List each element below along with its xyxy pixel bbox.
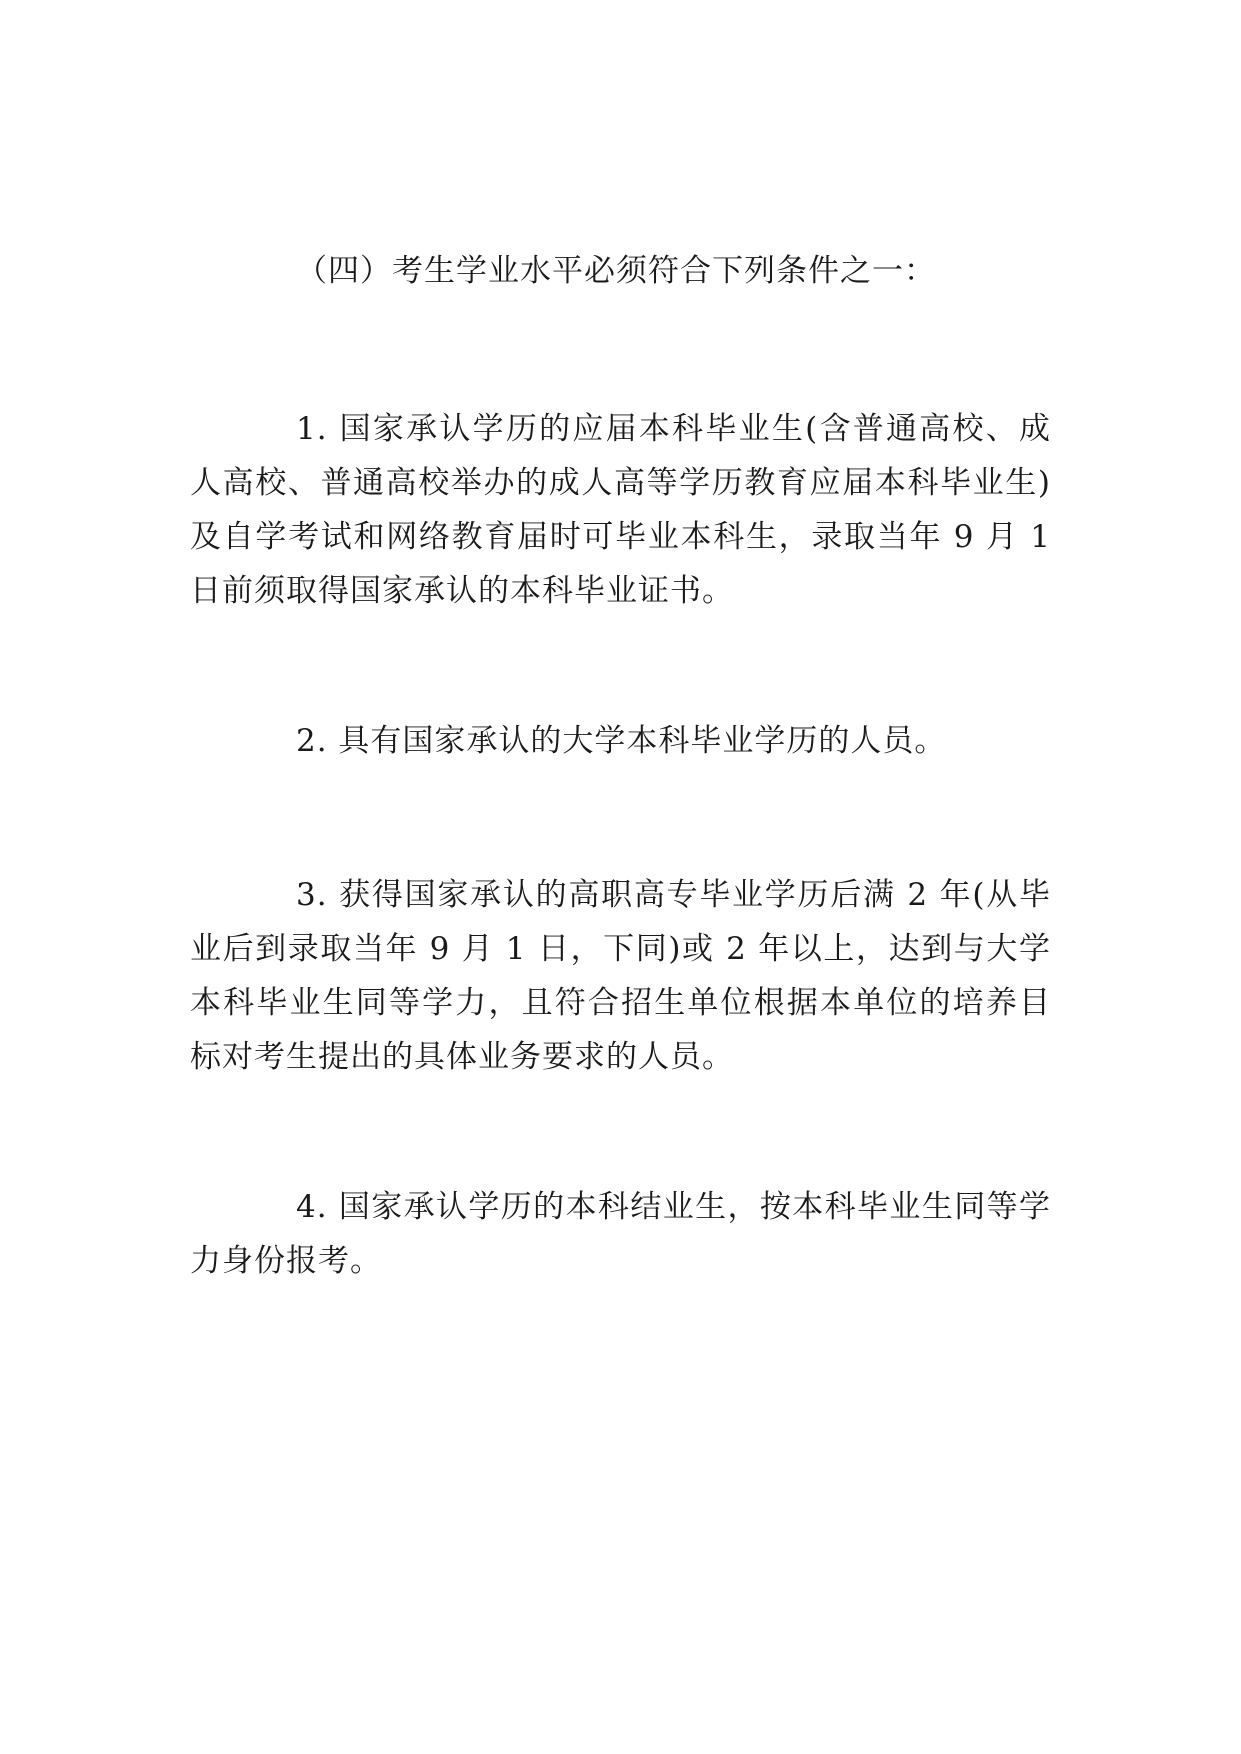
item-2-line-1: 2. 具有国家承认的大学本科毕业学历的人员。 [296,723,947,759]
item-3-line-4: 标对考生提出的具体业务要求的人员。 [190,1039,734,1075]
item-4-line-2: 力身份报考。 [190,1243,382,1279]
section-heading: （四）考生学业水平必须符合下列条件之一： [296,253,936,289]
item-1-line-1: 1. 国家承认学历的应届本科毕业生(含普通高校、成 [296,411,1051,447]
item-1-line-2: 人高校、普通高校举办的成人高等学历教育应届本科毕业生) [190,465,1051,501]
item-1-line-3: 及自学考试和网络教育届时可毕业本科生，录取当年 9 月 1 [190,519,1051,555]
item-1-line-4: 日前须取得国家承认的本科毕业证书。 [190,573,734,609]
item-3-line-3: 本科毕业生同等学力，且符合招生单位根据本单位的培养目 [190,985,1051,1021]
item-4-line-1: 4. 国家承认学历的本科结业生，按本科毕业生同等学 [296,1189,1051,1225]
item-3-line-1: 3. 获得国家承认的高职高专毕业学历后满 2 年(从毕 [296,877,1051,913]
item-3-line-2: 业后到录取当年 9 月 1 日，下同)或 2 年以上，达到与大学 [190,931,1051,967]
